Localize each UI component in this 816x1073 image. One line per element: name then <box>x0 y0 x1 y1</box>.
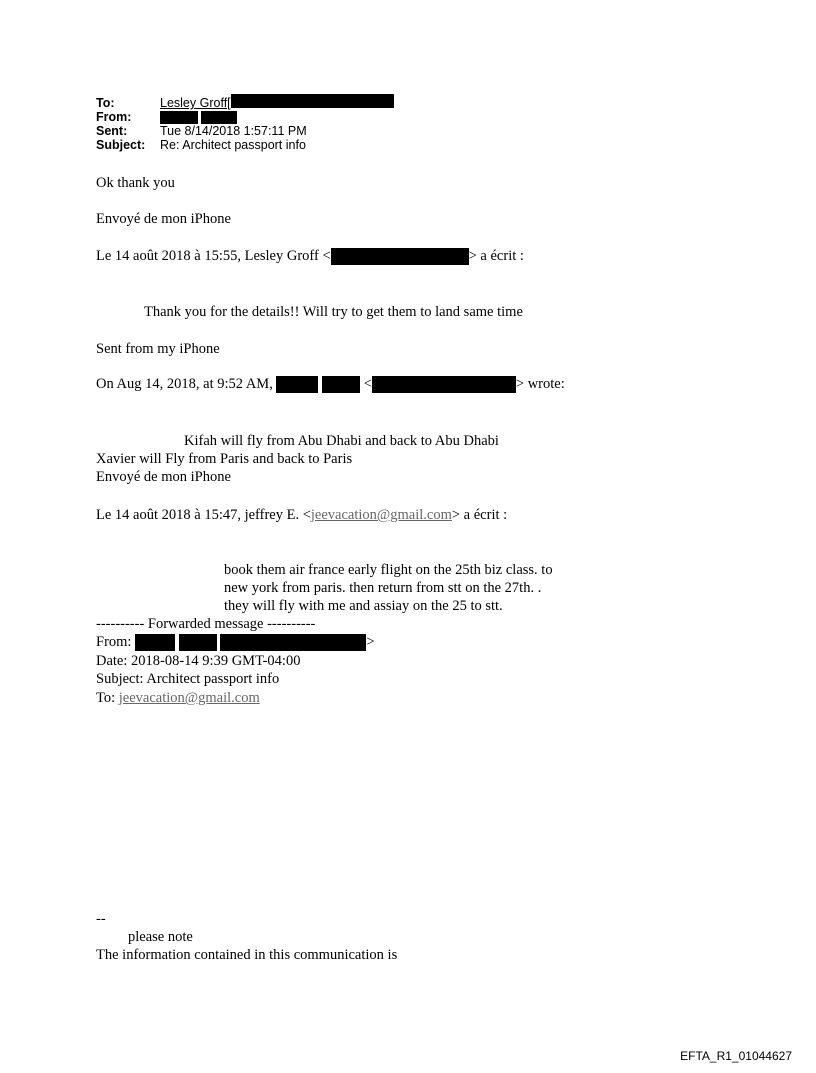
redaction <box>276 376 318 393</box>
body-line: Envoyé de mon iPhone <box>96 469 231 485</box>
sent-label: Sent: <box>96 124 128 138</box>
redaction <box>220 634 366 651</box>
forwarded-divider: ---------- Forwarded message ---------- <box>96 616 316 632</box>
redaction <box>135 634 175 651</box>
bates-number: EFTA_R1_01044627 <box>680 1049 792 1063</box>
forwarded-from: From: > <box>96 634 375 650</box>
to-value: Lesley Groff[ <box>160 96 231 110</box>
forwarded-to: To: jeevacation@gmail.com <box>96 690 260 706</box>
body-line: Le 14 août 2018 à 15:47, jeffrey E. <jeevacation@gmail.com> a écrit : <box>96 507 508 523</box>
forwarded-subject: Subject: Architect passport info <box>96 671 280 687</box>
redaction <box>372 376 516 393</box>
body-line: Ok thank you <box>96 175 175 191</box>
redaction <box>231 94 394 108</box>
body-line: new york from paris. then return from stt on the 27th. . <box>224 580 542 596</box>
redaction <box>331 248 469 265</box>
subject-value: Re: Architect passport info <box>160 138 306 152</box>
body-line: Thank you for the details!! Will try to get them to land same time <box>144 304 523 320</box>
forwarded-date: Date: 2018-08-14 9:39 GMT-04:00 <box>96 653 301 669</box>
signature-dash: -- <box>96 911 106 927</box>
from-label: From: <box>96 110 132 124</box>
subject-label: Subject: <box>96 138 146 152</box>
redaction <box>179 634 217 651</box>
body-line: Sent from my iPhone <box>96 341 220 357</box>
signature-note: please note <box>128 929 193 945</box>
redaction <box>201 111 237 124</box>
to-label: To: <box>96 96 115 110</box>
body-line: On Aug 14, 2018, at 9:52 AM, < > wrote: <box>96 376 565 392</box>
email-link[interactable]: jeevacation@gmail.com <box>118 690 260 706</box>
body-line: Xavier will Fly from Paris and back to Paris <box>96 451 353 467</box>
body-line: Le 14 août 2018 à 15:55, Lesley Groff < > a écrit : <box>96 248 524 264</box>
body-line: they will fly with me and assiay on the 25 to stt. <box>224 598 503 614</box>
body-line: book them air france early flight on the 25th biz class. to <box>224 562 553 578</box>
email-link[interactable]: jeevacation@gmail.com <box>310 507 452 523</box>
body-line: Kifah will fly from Abu Dhabi and back to Abu Dhabi <box>184 433 499 449</box>
sent-value: Tue 8/14/2018 1:57:11 PM <box>160 124 307 138</box>
redaction <box>160 111 198 124</box>
body-line: Envoyé de mon iPhone <box>96 211 231 227</box>
redaction <box>322 376 360 393</box>
signature-info: The information contained in this communication is <box>96 947 398 963</box>
